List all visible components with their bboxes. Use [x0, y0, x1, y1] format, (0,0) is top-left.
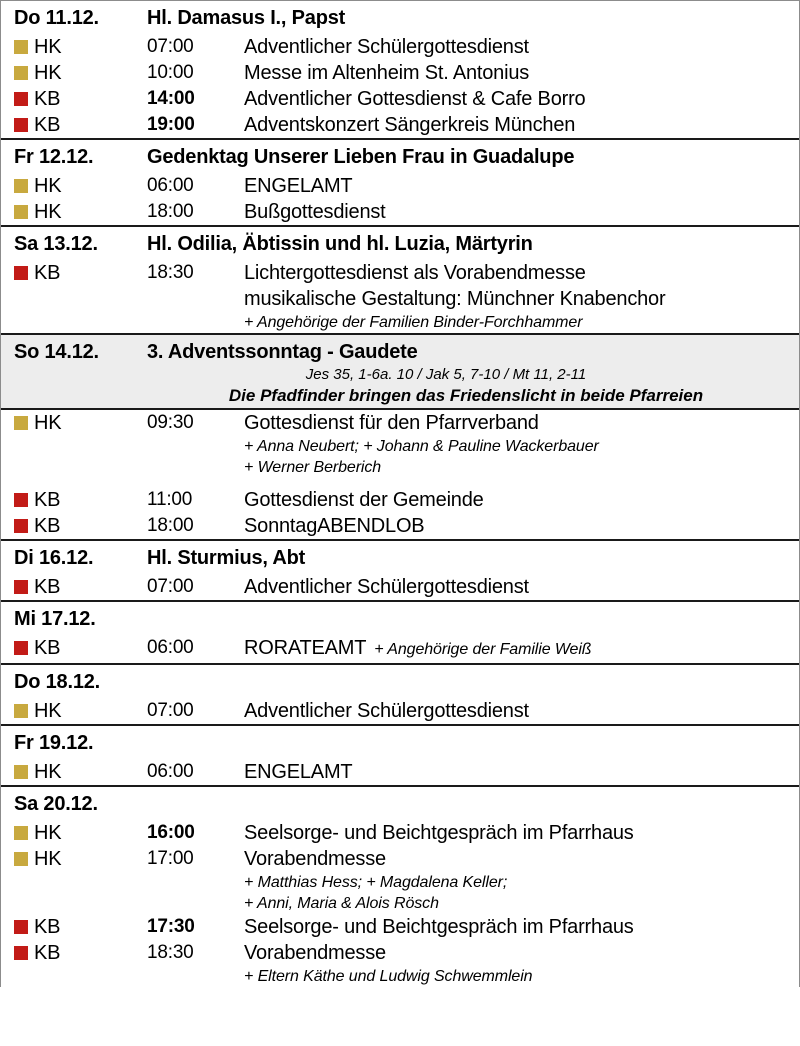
day-header [1, 726, 799, 759]
service-row [1, 173, 799, 199]
service-description [244, 820, 791, 846]
service-row [1, 34, 799, 60]
day-title: Hl. Damasus I., Papst [147, 7, 346, 29]
marker-kb-icon [14, 266, 28, 280]
service-time: 06:00 [147, 761, 194, 782]
service-location [1, 173, 147, 199]
service-description [244, 940, 791, 966]
service-location-label: KB [34, 637, 61, 659]
service-body [244, 635, 799, 663]
day-title: Hl. Odilia, Äbtissin und hl. Luzia, Märtyrin [147, 233, 533, 255]
service-location-label: KB [34, 942, 61, 964]
service-description-text: Seelsorge- und Beichtgespräch im Pfarrhaus [244, 822, 634, 844]
service-row [1, 487, 799, 513]
service-description [244, 487, 791, 513]
day-title: Hl. Sturmius, Abt [147, 547, 306, 569]
day-date: Di 16.12. [14, 547, 94, 569]
service-description-text: ENGELAMT [244, 761, 353, 783]
service-row [1, 199, 799, 225]
marker-hk-icon [14, 852, 28, 866]
service-row [1, 574, 799, 600]
service-description [244, 513, 791, 539]
service-body [244, 173, 799, 199]
day-block [1, 787, 799, 987]
service-body [244, 60, 799, 86]
service-description-text: Bußgottesdienst [244, 201, 386, 223]
service-description-text: Adventskonzert Sängerkreis München [244, 114, 576, 136]
service-location-label: KB [34, 576, 61, 598]
service-inline-intention: + Angehörige der Familie Weiß [374, 641, 592, 658]
service-description-text: Adventlicher Schülergottesdienst [244, 700, 529, 722]
service-time: 18:00 [147, 201, 194, 222]
service-body [244, 940, 799, 987]
service-body [244, 86, 799, 112]
service-location-label: HK [34, 822, 62, 844]
day-date: Fr 19.12. [14, 732, 94, 754]
day-title-group [147, 341, 799, 406]
service-location-label: KB [34, 114, 61, 136]
service-body [244, 260, 799, 333]
service-extra-line: musikalische Gestaltung: Münchner Knabenchor [244, 288, 666, 310]
service-location-label: KB [34, 489, 61, 511]
day-block [1, 602, 799, 665]
service-time: 07:00 [147, 36, 194, 57]
marker-kb-icon [14, 118, 28, 132]
marker-kb-icon [14, 920, 28, 934]
marker-hk-icon [14, 765, 28, 779]
service-description [244, 86, 791, 112]
day-title-group [147, 7, 799, 30]
service-description [244, 112, 791, 138]
service-description-text: RORATEAMT [244, 637, 367, 659]
service-time: 06:00 [147, 175, 194, 196]
service-intention: + Matthias Hess; + Magdalena Keller; [244, 874, 508, 891]
service-location-label: KB [34, 262, 61, 284]
service-description [244, 698, 791, 724]
service-body [244, 574, 799, 600]
service-time: 10:00 [147, 62, 194, 83]
service-location-label: KB [34, 515, 61, 537]
service-row [1, 846, 799, 914]
service-description-text: Seelsorge- und Beichtgespräch im Pfarrhaus [244, 916, 634, 938]
day-date: Fr 12.12. [14, 146, 94, 168]
marker-kb-icon [14, 519, 28, 533]
marker-kb-icon [14, 493, 28, 507]
service-description [244, 635, 791, 663]
service-description-text: Vorabendmesse [244, 942, 386, 964]
day-header [1, 541, 799, 574]
service-description-text: Messe im Altenheim St. Antonius [244, 62, 530, 84]
day-title-group [147, 547, 799, 570]
service-body [244, 513, 799, 539]
service-body [244, 487, 799, 513]
service-description [244, 60, 791, 86]
service-description [244, 260, 791, 286]
service-body [244, 199, 799, 225]
marker-hk-icon [14, 179, 28, 193]
service-location-label: HK [34, 175, 62, 197]
day-header [1, 665, 799, 698]
service-location [1, 698, 147, 724]
service-body [244, 759, 799, 785]
service-location [1, 574, 147, 600]
service-location-label: HK [34, 848, 62, 870]
service-row [1, 759, 799, 785]
marker-hk-icon [14, 205, 28, 219]
marker-kb-icon [14, 580, 28, 594]
service-location [1, 60, 147, 86]
service-time: 16:00 [147, 822, 195, 843]
day-header [1, 335, 799, 408]
service-location [1, 635, 147, 661]
service-body [244, 410, 799, 478]
service-intention: + Anna Neubert; + Johann & Pauline Wackerbauer [244, 438, 599, 455]
service-description-text: Adventlicher Schülergottesdienst [244, 576, 529, 598]
day-block [1, 335, 799, 410]
service-body [244, 914, 799, 940]
service-row [1, 410, 799, 478]
service-time: 18:00 [147, 515, 194, 536]
day-readings: Jes 35, 1-6a. 10 / Jak 5, 7-10 / Mt 11, 2-11 [305, 366, 587, 383]
service-row [1, 698, 799, 724]
service-time: 07:00 [147, 576, 194, 597]
day-date: Mi 17.12. [14, 608, 96, 630]
service-intention: + Anni, Maria & Alois Rösch [244, 895, 439, 912]
service-body [244, 34, 799, 60]
day-block [1, 140, 799, 227]
service-location [1, 513, 147, 539]
day-date: Sa 20.12. [14, 793, 98, 815]
day-block [1, 227, 799, 335]
day-title: Gedenktag Unserer Lieben Frau in Guadalupe [147, 146, 575, 168]
day-block [1, 410, 799, 541]
service-location [1, 820, 147, 846]
day-header [1, 140, 799, 173]
service-location [1, 940, 147, 966]
service-location [1, 846, 147, 872]
day-note: Die Pfadfinder bringen das Friedenslicht in beide Pfarreien [228, 386, 704, 405]
service-time: 11:00 [147, 489, 193, 510]
service-location-label: KB [34, 88, 61, 110]
day-title-group [147, 146, 799, 169]
service-description-text: SonntagABENDLOB [244, 515, 425, 537]
row-spacer [1, 478, 799, 487]
service-location-label: HK [34, 62, 62, 84]
service-row [1, 914, 799, 940]
day-date: Do 18.12. [14, 671, 101, 693]
service-description [244, 574, 791, 600]
service-location [1, 112, 147, 138]
service-description [244, 199, 791, 225]
service-row [1, 60, 799, 86]
day-block [1, 541, 799, 602]
service-description-text: Vorabendmesse [244, 848, 386, 870]
service-location-label: HK [34, 761, 62, 783]
marker-kb-icon [14, 641, 28, 655]
day-date: Do 11.12. [14, 7, 99, 29]
service-time: 07:00 [147, 700, 194, 721]
service-row [1, 86, 799, 112]
service-description [244, 759, 791, 785]
service-time: 06:00 [147, 637, 194, 658]
service-body [244, 846, 799, 914]
service-description [244, 173, 791, 199]
service-description-text: Adventlicher Schülergottesdienst [244, 36, 529, 58]
service-time: 17:30 [147, 916, 195, 937]
service-location [1, 410, 147, 436]
service-row [1, 635, 799, 663]
day-header [1, 1, 799, 34]
service-location-label: HK [34, 700, 62, 722]
marker-hk-icon [14, 704, 28, 718]
service-location [1, 487, 147, 513]
service-time: 17:00 [147, 848, 194, 869]
service-description-text: Gottesdienst für den Pfarrverband [244, 412, 539, 434]
day-block [1, 665, 799, 726]
service-row [1, 112, 799, 138]
service-location [1, 86, 147, 112]
service-description [244, 410, 791, 436]
service-location [1, 759, 147, 785]
day-header [1, 602, 799, 635]
service-description-text: Gottesdienst der Gemeinde [244, 489, 484, 511]
service-intention: + Eltern Käthe und Ludwig Schwemmlein [244, 968, 533, 985]
service-description [244, 914, 791, 940]
service-location [1, 914, 147, 940]
service-location [1, 260, 147, 286]
service-row [1, 260, 799, 333]
service-location-label: KB [34, 916, 61, 938]
service-description [244, 34, 791, 60]
day-date: Sa 13.12. [14, 233, 98, 255]
service-description-text: Lichtergottesdienst als Vorabendmesse [244, 262, 586, 284]
service-row [1, 513, 799, 539]
service-intention: + Werner Berberich [244, 459, 382, 476]
day-title-group [147, 233, 799, 256]
day-block [1, 726, 799, 787]
service-time: 09:30 [147, 412, 194, 433]
service-row [1, 820, 799, 846]
service-location-label: HK [34, 412, 62, 434]
service-time: 18:30 [147, 262, 194, 283]
day-title: 3. Adventssonntag - Gaudete [147, 341, 418, 363]
service-description [244, 846, 791, 872]
service-location-label: HK [34, 201, 62, 223]
service-location [1, 199, 147, 225]
marker-hk-icon [14, 826, 28, 840]
day-block [1, 1, 799, 140]
service-description-text: ENGELAMT [244, 175, 353, 197]
service-body [244, 112, 799, 138]
service-body [244, 698, 799, 724]
service-body [244, 820, 799, 846]
service-row [1, 940, 799, 987]
service-description-text: Adventlicher Gottesdienst & Cafe Borro [244, 88, 586, 110]
service-time: 18:30 [147, 942, 194, 963]
service-intention: + Angehörige der Familien Binder-Forchhammer [244, 314, 583, 331]
marker-hk-icon [14, 66, 28, 80]
marker-hk-icon [14, 40, 28, 54]
marker-kb-icon [14, 92, 28, 106]
service-time: 14:00 [147, 88, 195, 109]
marker-hk-icon [14, 416, 28, 430]
day-header [1, 227, 799, 260]
service-time: 19:00 [147, 114, 195, 135]
marker-kb-icon [14, 946, 28, 960]
day-header [1, 787, 799, 820]
service-location [1, 34, 147, 60]
service-location-label: HK [34, 36, 62, 58]
day-date: So 14.12. [14, 341, 99, 363]
